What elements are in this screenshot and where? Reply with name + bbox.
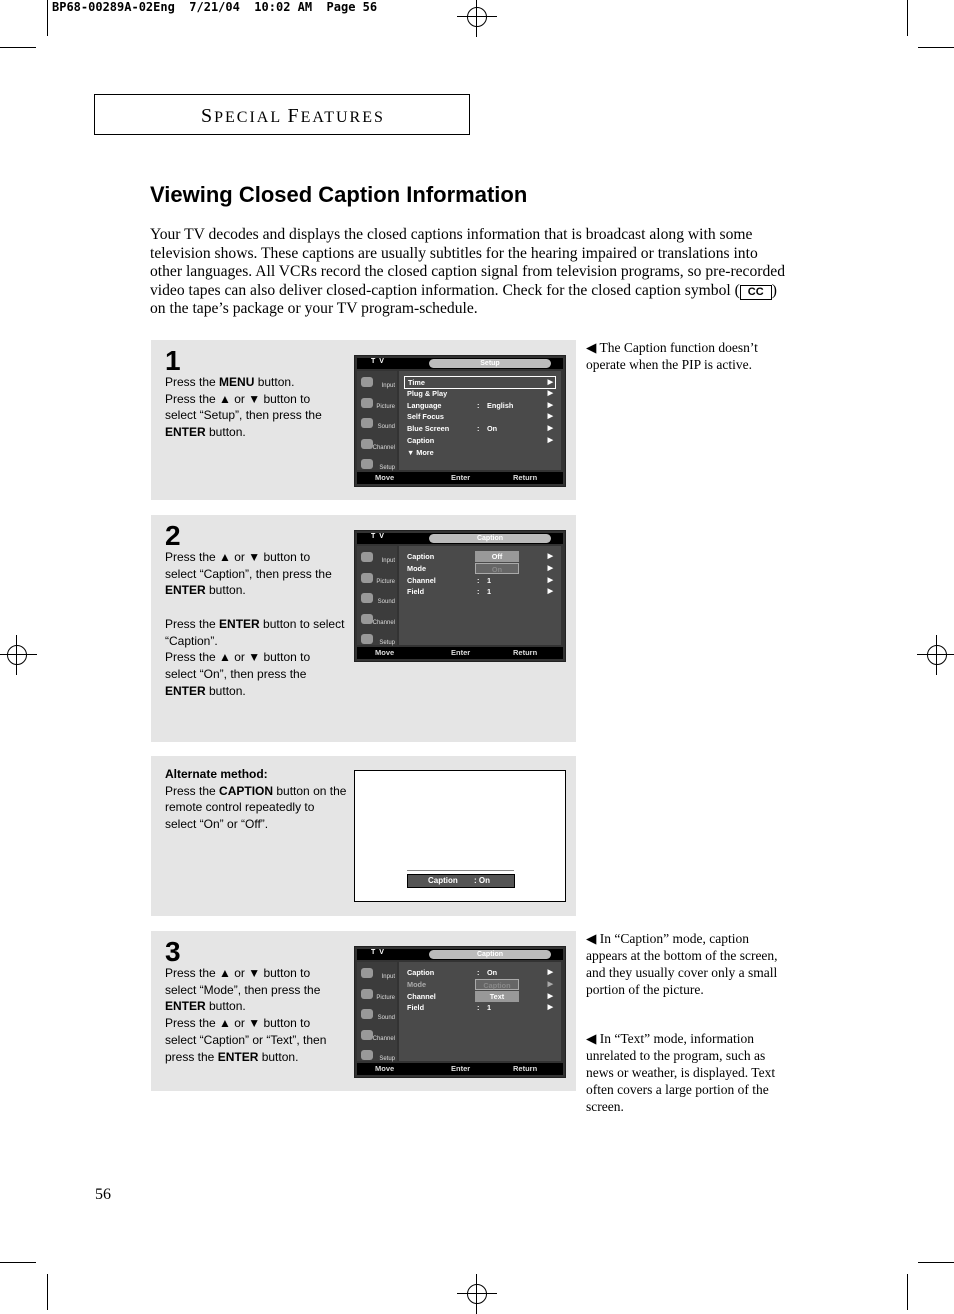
- instruction-line: ENTER button.: [165, 583, 246, 598]
- menu-item-language[interactable]: Language : English ▶: [407, 400, 553, 410]
- channel-icon: [361, 614, 373, 624]
- section-header: SPECIAL FEATURES: [94, 94, 470, 135]
- instruction-line: ENTER button.: [165, 999, 246, 1014]
- sidebar-label: Sound: [377, 424, 395, 430]
- sidebar-label: Input: [381, 558, 395, 564]
- osd-caption-menu: T V Caption Input Picture Sound Channel Setup Caption ▶ Mode ▶ Channel : 1 ▶ Field : 1 ▶ Off On Move Enter Return: [354, 530, 566, 662]
- sidebar-label: Picture: [376, 403, 395, 410]
- instruction-line: Press the MENU button.: [165, 375, 295, 389]
- arrow-right-icon: ▶: [547, 425, 553, 433]
- caption-status-bar: Caption : On: [407, 874, 515, 888]
- option-caption[interactable]: Caption: [475, 979, 519, 990]
- osd-caption-mode-menu: T V Caption Input Picture Sound Channel Setup Caption : On ▶ Mode ▶ Channel ▶ Field : 1 ▶ Caption Text Move Enter Return: [354, 946, 566, 1078]
- channel-icon: [361, 439, 373, 449]
- sidebar-item-sound[interactable]: [359, 416, 397, 434]
- page-number: 56: [95, 1186, 111, 1203]
- intro-paragraph: Your TV decodes and displays the closed captions information that is broadcast along with some television shows. These captions are usually subtitles for the hearing impaired or translations into other languages. All VCRs record the closed caption signal from television programs, so pre-recorded video tapes can also deliver closed-caption information. Check for the closed caption symbol ( CC ) on the tape’s package or your TV program-schedule.: [150, 226, 785, 317]
- menu-item-field[interactable]: Field : 1 ▶: [407, 1003, 553, 1013]
- sidebar-label: Sound: [377, 599, 395, 605]
- osd-sidebar: [357, 371, 397, 470]
- menu-item-channel[interactable]: Channel : 1 ▶: [407, 575, 553, 585]
- instruction-line: select “Setup”, then press the: [165, 408, 322, 423]
- sound-icon: [361, 593, 373, 603]
- step-number: 1: [165, 345, 181, 376]
- menu-title: Caption: [429, 534, 551, 543]
- picture-icon: [361, 398, 373, 408]
- menu-item-mode[interactable]: Mode ▶: [407, 979, 553, 989]
- instruction-line: Press the ENTER button to select: [165, 616, 345, 631]
- setup-icon: [361, 459, 373, 469]
- sidebar-item-channel[interactable]: [359, 1028, 397, 1046]
- arrow-right-icon: ▶: [547, 564, 553, 572]
- caption-on-screen: [354, 770, 566, 902]
- instruction-line: Press the ▲ or ▼ button to: [165, 966, 311, 980]
- arrow-right-icon: ▶: [547, 576, 553, 584]
- sidebar-item-channel[interactable]: [359, 612, 397, 630]
- step-number: 3: [165, 936, 181, 967]
- sidebar-label: Channel: [372, 1035, 395, 1042]
- input-icon: [361, 377, 373, 387]
- sidebar-label: Channel: [372, 619, 395, 626]
- sidebar-label: Channel: [372, 444, 395, 451]
- registration-mark: [917, 635, 954, 675]
- arrow-right-icon: ▶: [547, 413, 553, 421]
- osd-setup-menu: T V Setup Input Picture Sound Channel Setup Time ▶ Plug & Play ▶ Language : English ▶ Self Focus ▶ Blue Screen : On ▶ Caption ▶ ▼ More Move Enter Return: [354, 355, 566, 487]
- osd-bottom-bar: Move Enter Return: [357, 472, 563, 484]
- sidebar-item-input[interactable]: [359, 375, 397, 393]
- setup-icon: [361, 634, 373, 644]
- menu-item-caption[interactable]: Caption ▶: [407, 552, 553, 561]
- osd-content: [399, 962, 561, 1061]
- sidebar-label: Input: [381, 383, 395, 389]
- osd-sidebar: [357, 962, 397, 1061]
- picture-icon: [361, 573, 373, 583]
- crop-mark: [907, 1274, 908, 1310]
- arrow-right-icon: ▶: [547, 992, 553, 1000]
- crop-mark: [0, 47, 36, 48]
- sidebar-item-channel[interactable]: [359, 437, 397, 455]
- step-number: 2: [165, 520, 181, 551]
- sidebar-label: Setup: [379, 1056, 395, 1062]
- instruction-line: select “Mode”, then press the: [165, 982, 321, 997]
- osd-content: [399, 371, 561, 470]
- sound-icon: [361, 418, 373, 428]
- sidebar-label: Picture: [376, 994, 395, 1001]
- instruction-line: remote control repeatedly to: [165, 800, 315, 815]
- instruction-line: [165, 599, 347, 616]
- note-caption-mode: ◀ In “Caption” mode, caption appears at the bottom of the screen, and they usually cover only a small portion of the picture.: [586, 931, 778, 997]
- osd-content: [399, 546, 561, 645]
- menu-item-field[interactable]: Field : 1 ▶: [407, 587, 553, 597]
- instruction-line: Press the ▲ or ▼ button to: [165, 1016, 311, 1031]
- instruction-line: Press the ▲ or ▼ button to: [165, 550, 311, 564]
- menu-item-blue-screen[interactable]: Blue Screen : On ▶: [407, 424, 553, 434]
- instruction-line: Press the CAPTION button on the: [165, 783, 347, 798]
- arrow-right-icon: ▶: [547, 553, 553, 560]
- instruction-line: Press the ▲ or ▼ button to: [165, 650, 311, 665]
- sidebar-item-picture[interactable]: [359, 987, 397, 1005]
- alternate-heading: Alternate method:: [165, 767, 268, 781]
- crop-mark: [907, 0, 908, 36]
- page-title: Viewing Closed Caption Information: [150, 182, 528, 207]
- sidebar-item-picture[interactable]: [359, 396, 397, 414]
- picture-icon: [361, 989, 373, 999]
- osd-bottom-bar: Move Enter Return: [357, 647, 563, 659]
- crop-mark: [47, 1274, 48, 1310]
- option-off[interactable]: Off: [475, 551, 519, 562]
- sidebar-item-input[interactable]: [359, 550, 397, 568]
- step-instructions: [165, 374, 347, 441]
- instruction-line: Press the ▲ or ▼ button to: [165, 391, 311, 406]
- instruction-line: “Caption”.: [165, 633, 218, 648]
- instruction-line: press the ENTER button.: [165, 1049, 299, 1064]
- instruction-line: ENTER button.: [165, 683, 246, 698]
- sound-icon: [361, 1009, 373, 1019]
- menu-item-channel[interactable]: Channel ▶: [407, 991, 553, 1001]
- menu-item-plug-play[interactable]: Plug & Play ▶: [407, 388, 553, 398]
- sidebar-item-input[interactable]: [359, 966, 397, 984]
- menu-item-more[interactable]: ▼ More: [407, 447, 434, 457]
- alternate-instructions: [165, 766, 347, 833]
- menu-item-mode[interactable]: Mode ▶: [407, 563, 553, 573]
- arrow-right-icon: ▶: [547, 980, 553, 988]
- menu-item-time[interactable]: Time ▶: [404, 376, 556, 389]
- sidebar-label: Sound: [377, 1015, 395, 1021]
- option-on[interactable]: On: [475, 563, 519, 574]
- arrow-right-icon: ▶: [547, 379, 553, 386]
- osd-bottom-bar: Move Enter Return: [357, 1063, 563, 1075]
- instruction-line: select “On” or “Off”.: [165, 817, 269, 832]
- sidebar-item-sound[interactable]: [359, 1007, 397, 1025]
- crop-mark: [0, 1262, 36, 1263]
- channel-icon: [361, 1030, 373, 1040]
- instruction-line: select “Caption” or “Text”, then: [165, 1032, 327, 1047]
- option-text[interactable]: Text: [475, 991, 519, 1002]
- crop-mark: [918, 47, 954, 48]
- menu-item-caption[interactable]: Caption : On ▶: [407, 968, 553, 977]
- input-icon: [361, 968, 373, 978]
- instruction-line: ENTER button.: [165, 425, 246, 440]
- sidebar-label: Setup: [379, 640, 395, 646]
- arrow-right-icon: ▶: [547, 389, 553, 397]
- setup-icon: [361, 1050, 373, 1060]
- sidebar-item-sound[interactable]: [359, 591, 397, 609]
- sidebar-label: Input: [381, 974, 395, 980]
- sidebar-item-picture[interactable]: [359, 571, 397, 589]
- arrow-right-icon: ▶: [547, 588, 553, 596]
- menu-item-caption[interactable]: Caption ▶: [407, 436, 553, 445]
- arrow-right-icon: ▶: [547, 401, 553, 409]
- arrow-right-icon: ▶: [547, 969, 553, 976]
- sidebar-label: Picture: [376, 578, 395, 585]
- step-instructions: [165, 549, 347, 699]
- sidebar-label: Setup: [379, 465, 395, 471]
- note-pip: ◀ The Caption function doesn’t operate when the PIP is active.: [586, 340, 758, 372]
- input-icon: [361, 552, 373, 562]
- instruction-line: select “On”, then press the: [165, 666, 307, 681]
- arrow-right-icon: ▶: [547, 1004, 553, 1012]
- instruction-line: select “Caption”, then press the: [165, 566, 332, 581]
- menu-item-self-focus[interactable]: Self Focus ▶: [407, 412, 553, 422]
- arrow-right-icon: ▶: [547, 437, 553, 444]
- step-instructions: [165, 965, 347, 1065]
- registration-mark: [0, 635, 37, 675]
- registration-mark: [457, 1274, 497, 1314]
- crop-mark: [47, 0, 48, 36]
- note-text-mode: ◀ In “Text” mode, information unrelated to the program, such as news or weather, is displayed. Text often covers a large portion of the screen.: [586, 1031, 776, 1114]
- registration-mark: [457, 0, 497, 37]
- print-header: BP68-00289A-02Eng 7/21/04 10:02 AM Page 56: [52, 0, 378, 14]
- menu-title: Setup: [429, 359, 551, 368]
- osd-sidebar: [357, 546, 397, 645]
- crop-mark: [918, 1262, 954, 1263]
- cc-symbol: CC: [740, 285, 772, 300]
- menu-title: Caption: [429, 950, 551, 959]
